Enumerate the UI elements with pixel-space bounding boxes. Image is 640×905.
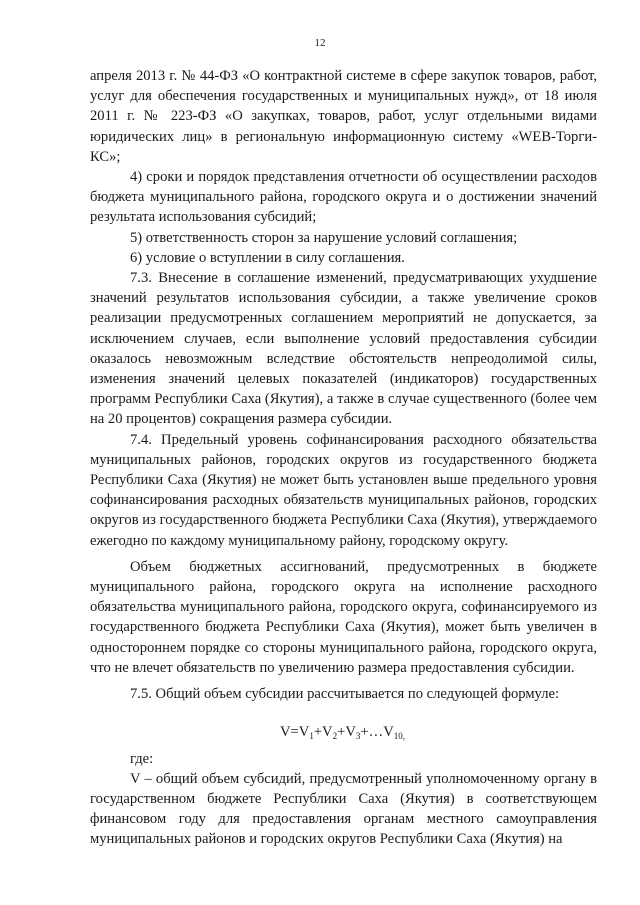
where-label: где: (130, 750, 154, 767)
paragraph-7-3: 7.3. Внесение в соглашение изменений, предусматривающих ухудшение значений результатов использования субсидии, а также увеличение сроков реализации предусмотренных соглашением мероприятий не допускается, за исключением случаев, если выполнение условий предоставления субсидии оказалось невозможным вследствие обстоятельств непреодолимой силы, изменения значений целевых показателей (индикаторов) государственных программ Республики Саха (Якутия), а также в случае существенного (более чем на 20 процентов) сокращения размера субсидии. (90, 270, 597, 428)
page-number: 12 (314, 37, 326, 49)
paragraph-item-5: 5) ответственность сторон за нарушение условий соглашения; (130, 229, 518, 246)
subsidy-formula: $V=V_1+V_2+V_3+\dots V_{10,}$ (280, 724, 405, 742)
paragraph-law-references: апреля 2013 г. № 44-ФЗ «О контрактной системе в сфере закупок товаров, работ, услуг для обеспечения государственных и муниципальных нужд», от 18 июля 2011 г. № 223-ФЗ «О закупках, товаров, работ, услуг отдельными видами юридических лиц» в региональную информационную систему «WEB-Торги-КС»; (90, 68, 597, 165)
paragraph-7-4: 7.4. Предельный уровень софинансирования расходного обязательства муниципальных районов, городских округов из государственного бюджета Республики Саха (Якутия) не может быть установлен выше предельного уровня софинансирования расходных обязательств муниципальных районов, городских округов из государственного бюджета Республики Саха (Якутия), утверждаемого ежегодно по каждому муниципальному району, городскому округу. (90, 431, 597, 549)
paragraph-v-definition: V – общий объем субсидий, предусмотренный уполномоченному органу в государственном бюджете Республики Саха (Якутия) в соответствующем финансовом году для предоставления органам местного самоуправления муниципальных районов и городских округов Республики Саха (Якутия) на (90, 770, 597, 848)
paragraph-item-4: 4) сроки и порядок представления отчетности об осуществлении расходов бюджета муниципального района, городского округа и о достижении значений результата использования субсидий; (90, 169, 597, 226)
paragraph-7-5: 7.5. Общий объем субсидии рассчитывается по следующей формуле: (130, 686, 560, 703)
document-body (90, 66, 597, 850)
paragraph-budget-volume: Объем бюджетных ассигнований, предусмотренных в бюджете муниципального района, городского округа на исполнение расходного обязательства муниципального района, городского округа, софинансируемого из государственного бюджета Республики Саха (Якутия), может быть увеличен в одностороннем порядке со стороны муниципального района, городского округа, что не влечет обязательств по увеличению размера предоставления субсидии. (90, 558, 597, 676)
paragraph-item-6: 6) условие о вступлении в силу соглашения. (130, 249, 405, 266)
